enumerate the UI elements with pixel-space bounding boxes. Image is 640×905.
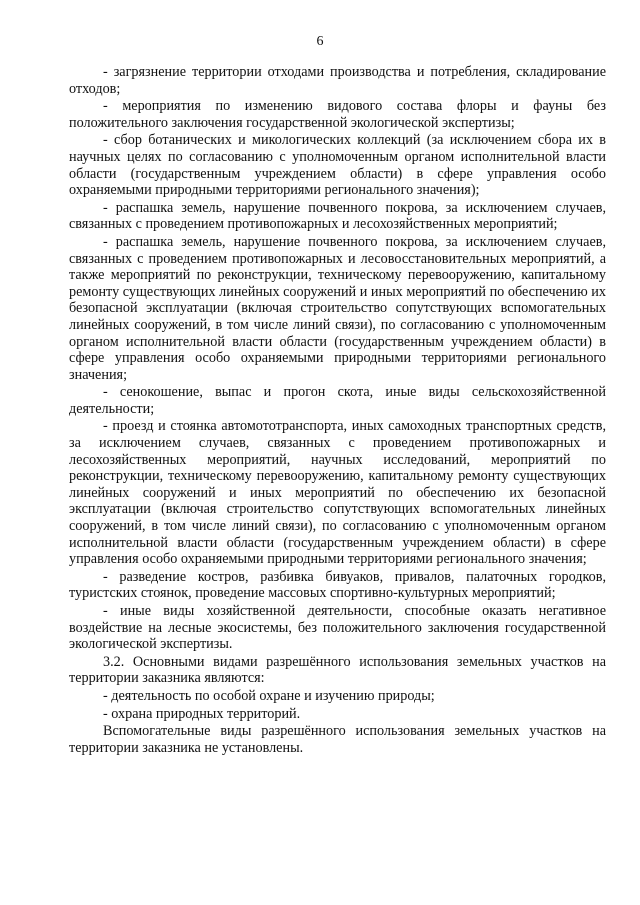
paragraph: - распашка земель, нарушение почвенного покрова, за исключением случаев, связанных с проведением противопожарных и лесохозяйственных мероприятий; [69, 199, 606, 233]
paragraph: - сенокошение, выпас и прогон скота, иные виды сельскохозяйственной деятельности; [69, 384, 606, 417]
paragraph: - мероприятия по изменению видового состава флоры и фауны без положительного заключения государственной экологической экспертизы; [69, 98, 606, 131]
document-body [69, 64, 606, 756]
paragraph: - охрана природных территорий. [103, 705, 301, 722]
paragraph: - загрязнение территории отходами производства и потребления, складирование отходов; [69, 64, 606, 97]
paragraph: - иные виды хозяйственной деятельности, способные оказать негативное воздействие на лесные экосистемы, без положительного заключения государственной экологической экспертизы. [69, 603, 606, 653]
paragraph: - разведение костров, разбивка бивуаков, привалов, палаточных городков, туристских стоянок, проведение массовых спортивно-культурных мероприятий; [69, 568, 606, 602]
paragraph: - распашка земель, нарушение почвенного покрова, за исключением случаев, связанных с проведением противопожарных и лесовосстановительных мероприятий, а также мероприятий по реконструкции, техническому перевооружению, капитальному ремонту существующих линейных сооружений и иных мероприятий по обеспечению их безопасной эксплуатации (включая строительство сопутствующих вспомогательных линейных сооружений, в том числе линий связи), по согласованию с уполномоченным органом исполнительной власти области (государственным учреждением области) в сфере управления особо охраняемыми природными территориями регионального значения; [69, 233, 606, 383]
paragraph: - сбор ботанических и микологических коллекций (за исключением сбора их в научных целях по согласованию с уполномоченным органом исполнительной власти области (государственным учреждением области) в сфере управления особо охраняемыми природными территориями регионального значения); [69, 132, 606, 199]
paragraph: Вспомогательные виды разрешённого использования земельных участков на территории заказника не установлены. [69, 723, 606, 756]
section-paragraph: 3.2. Основными видами разрешённого использования земельных участков на территории заказника являются: [69, 653, 606, 687]
paragraph: - деятельность по особой охране и изучению природы; [103, 687, 435, 704]
paragraph: - проезд и стоянка автомототранспорта, иных самоходных транспортных средств, за исключением случаев, связанных с проведением противопожарных и лесохозяйственных мероприятий, научных исследований, мероприятий по реконструкции, техническому перевооружению, капитальному ремонту существующих линейных сооружений и иных мероприятий по обеспечению их безопасной эксплуатации (включая строительство сопутствующих вспомогательных линейных сооружений, в том числе линий связи), по согласованию с уполномоченным органом исполнительной власти области (государственным учреждением области) в сфере управления особо охраняемыми природными территориями регионального значения; [69, 418, 606, 568]
page-number: 6 [316, 34, 324, 49]
